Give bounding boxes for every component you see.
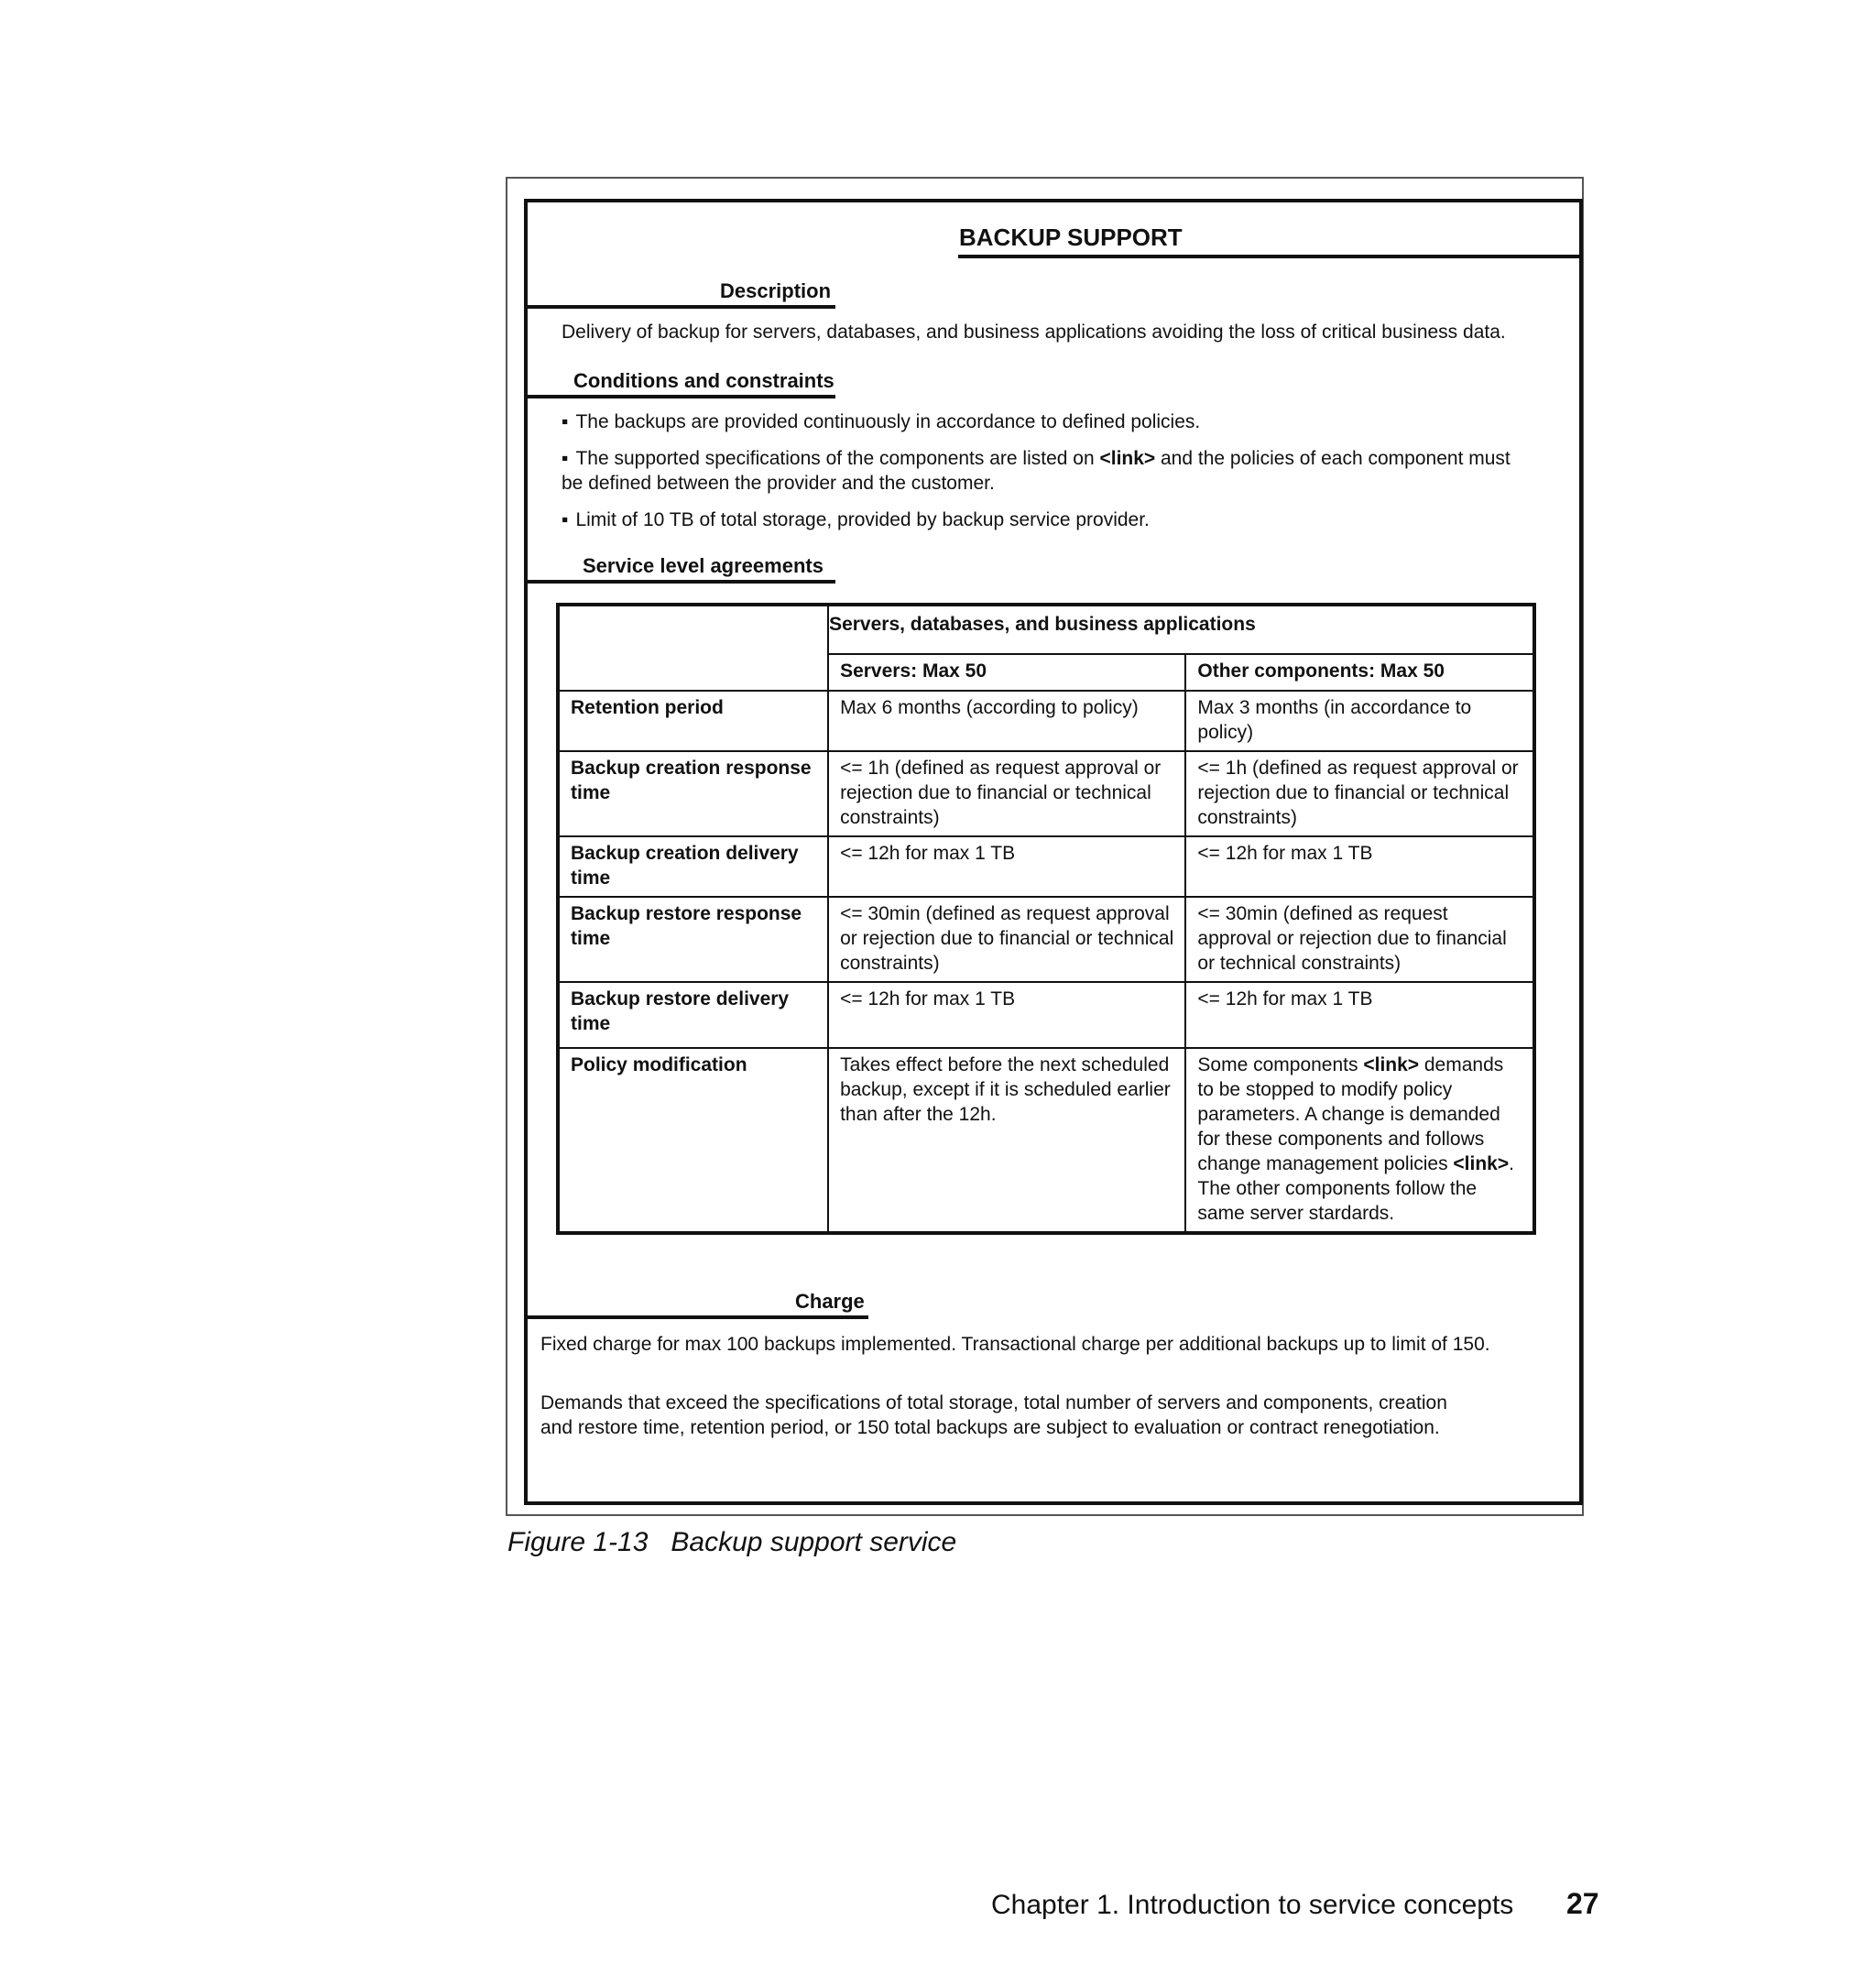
- charge-paragraph: Fixed charge for max 100 backups implemented. Transactional charge per additional backups up to limit of 150.: [540, 1334, 1490, 1355]
- col-header-servers: Servers: Max 50: [828, 654, 1185, 691]
- blank-cell: [558, 605, 828, 654]
- other-cell: <= 12h for max 1 TB: [1185, 836, 1534, 897]
- row-header: Backup restore response time: [558, 897, 828, 982]
- row-header: Retention period: [558, 691, 828, 751]
- table-row: [558, 691, 1534, 751]
- title-rule: [958, 255, 1581, 258]
- sla-table-title: Servers, databases, and business applications: [828, 605, 1534, 654]
- description-label: Description: [720, 279, 832, 302]
- other-cell: Some components <link> demands to be stopped to modify policy parameters. A change is demanded for these components and follows change management policies <link>. The other components follow the same server stardards.: [1185, 1048, 1534, 1233]
- charge-rule: [528, 1315, 868, 1319]
- servers-cell: <= 30min (defined as request approval or rejection due to financial or technical constraints): [828, 897, 1185, 982]
- servers-cell: Takes effect before the next scheduled backup, except if it is scheduled earlier than after the 12h.: [828, 1048, 1185, 1233]
- row-header: Backup creation delivery time: [558, 836, 828, 897]
- sla-title-row: [558, 605, 1534, 654]
- charge-paragraph: Demands that exceed the specifications of total storage, total number of servers and components, creation and restore time, retention period, or 150 total backups are subject to evaluation or contract renegotiation.: [540, 1392, 1447, 1438]
- servers-cell: Max 6 months (according to policy): [828, 691, 1185, 751]
- table-row: [558, 1048, 1534, 1233]
- footer-chapter: Chapter 1. Introduction to service concepts: [991, 1890, 1514, 1920]
- servers-cell: <= 1h (defined as request approval or rejection due to financial or technical constraints): [828, 751, 1185, 836]
- link-token: <link>: [1099, 448, 1156, 469]
- condition-item: ▪ The backups are provided continuously in accordance to defined policies.: [562, 409, 1551, 434]
- other-cell: <= 12h for max 1 TB: [1185, 982, 1534, 1048]
- description-rule: [528, 305, 835, 309]
- row-header: Backup creation response time: [558, 751, 828, 836]
- servers-cell: <= 12h for max 1 TB: [828, 836, 1185, 897]
- blank-cell: [558, 654, 828, 691]
- condition-item: ▪ The supported specifications of the components are listed on <link> and the policies of each component must be defined between the provider and the customer.: [562, 446, 1532, 496]
- other-cell: <= 30min (defined as request approval or rejection due to financial or technical constraints): [1185, 897, 1534, 982]
- charge-label: Charge: [795, 1290, 865, 1313]
- row-header: Backup restore delivery time: [558, 982, 828, 1048]
- sla-header-row: [558, 654, 1534, 691]
- sla-label: Service level agreements: [583, 554, 823, 577]
- table-row: [558, 751, 1534, 836]
- table-row: [558, 982, 1534, 1048]
- description-text: Delivery of backup for servers, databases, and business applications avoiding the loss of critical business data.: [562, 322, 1506, 343]
- table-row: [558, 897, 1534, 982]
- table-row: [558, 836, 1534, 897]
- link-token: <link>: [1363, 1054, 1420, 1075]
- other-cell: Max 3 months (in accordance to policy): [1185, 691, 1534, 751]
- row-header: Policy modification: [558, 1048, 828, 1233]
- link-token: <link>: [1453, 1153, 1510, 1174]
- figure-title: BACKUP SUPPORT: [959, 224, 1183, 251]
- conditions-label: Conditions and constraints: [573, 369, 834, 392]
- conditions-rule: [528, 395, 835, 398]
- figure-caption: Figure 1-13 Backup support service: [507, 1527, 957, 1557]
- condition-item: ▪ Limit of 10 TB of total storage, provided by backup service provider.: [562, 507, 1551, 532]
- page-number: 27: [1566, 1887, 1599, 1920]
- sla-rule: [528, 580, 835, 584]
- sla-table: [556, 603, 1536, 1235]
- col-header-other: Other components: Max 50: [1185, 654, 1534, 691]
- servers-cell: <= 12h for max 1 TB: [828, 982, 1185, 1048]
- other-cell: <= 1h (defined as request approval or rejection due to financial or technical constraints): [1185, 751, 1534, 836]
